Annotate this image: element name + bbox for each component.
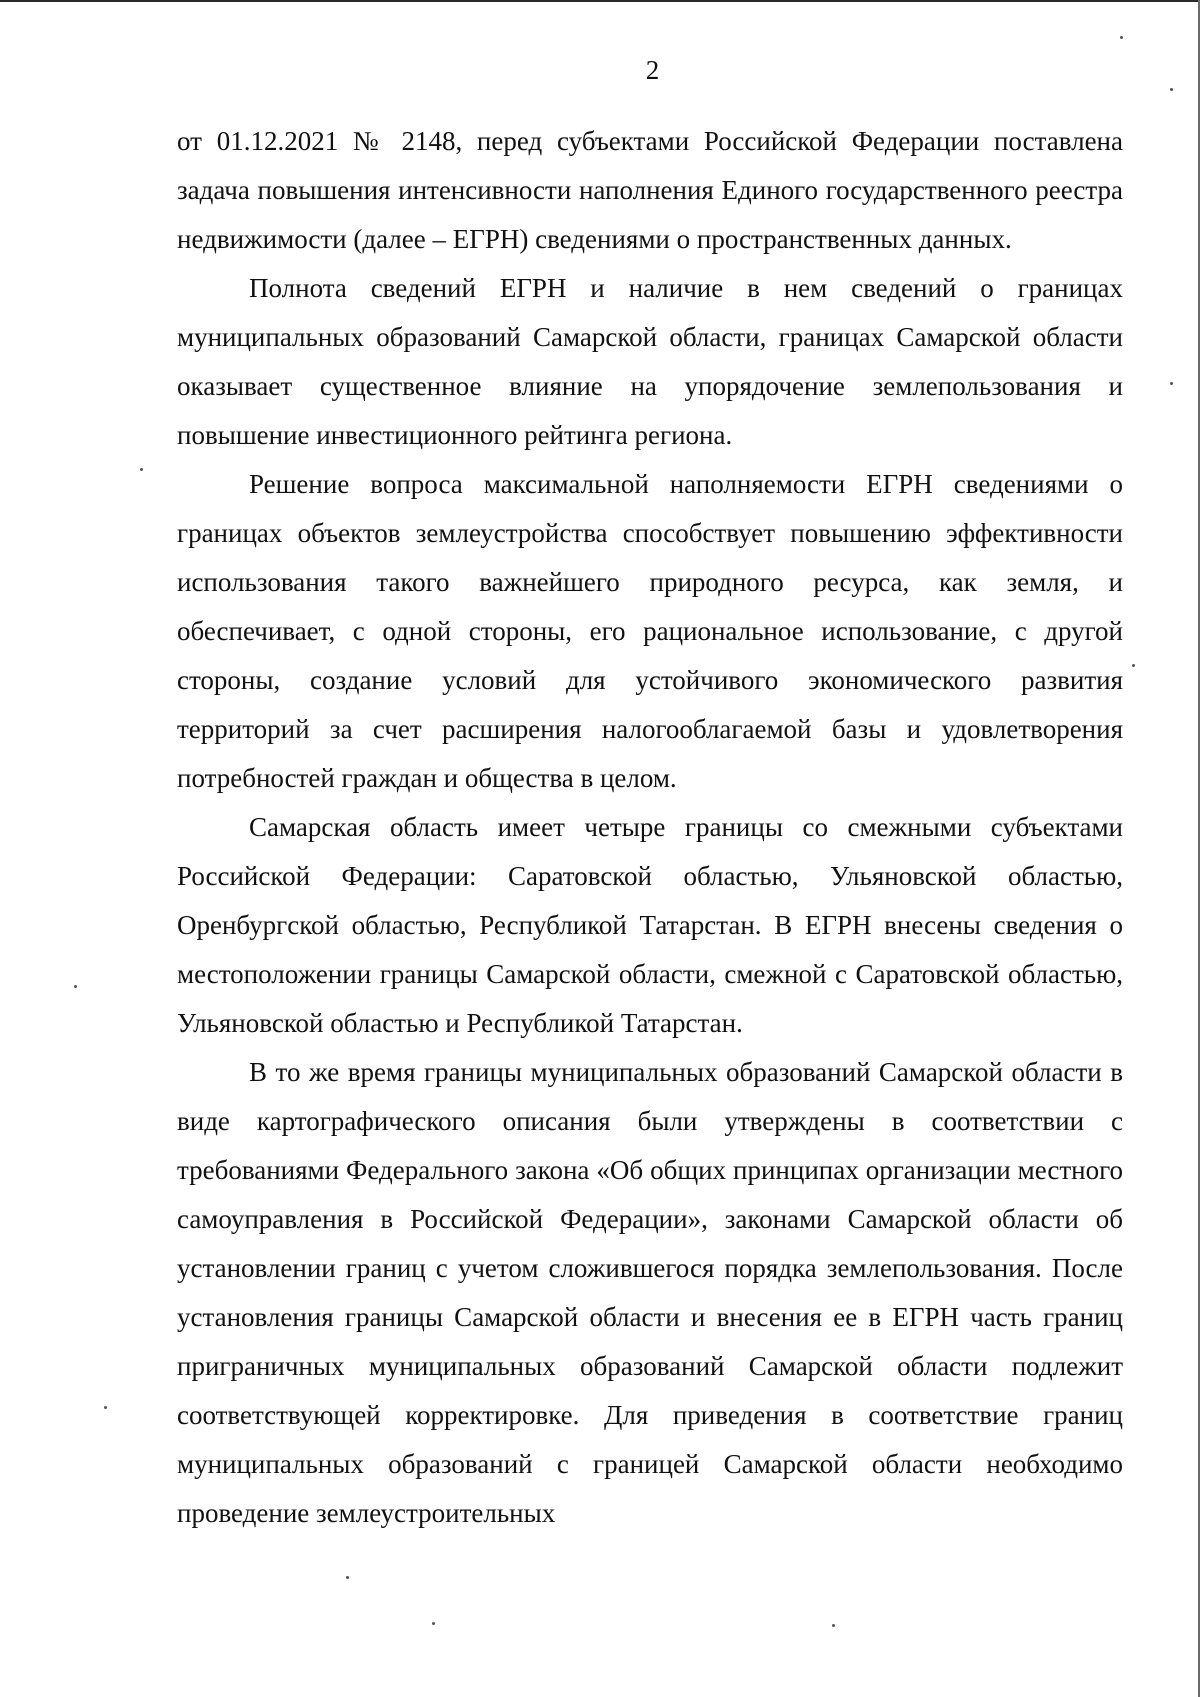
scan-top-edge bbox=[0, 0, 1200, 2]
scan-speck bbox=[1132, 664, 1135, 667]
scan-speck bbox=[1170, 88, 1173, 91]
paragraph-5: В то же время границы муниципальных образований Самарской области в виде картографического описания были утверждены в соответствии с требованиями Федерального закона «Об общих принципах организации местного самоуправления в Российской Федерации», законами Самарской области об установлении границ с учетом сложившегося порядка землепользования. После установления границы Самарской области и внесения ее в ЕГРН часть границ приграничных муниципальных образований Самарской области подлежит соответствующей корректировке. Для приведения в соответствие границ муниципальных образований с границей Самарской области необходимо проведение землеустроительных bbox=[177, 1056, 1123, 1528]
scan-speck bbox=[346, 1576, 349, 1579]
document-body bbox=[177, 117, 1123, 1538]
scan-speck bbox=[1120, 36, 1123, 39]
paragraph-3: Решение вопроса максимальной наполняемости ЕГРН сведениями о границах объектов землеустройства способствует повышению эффективности использования такого важнейшего природного ресурса, как земля, и обеспечивает, с одной стороны, его рациональное использование, с другой стороны, создание условий для устойчивого экономического развития территорий за счет расширения налогооблагаемой базы и удовлетворения потребностей граждан и общества в целом. bbox=[177, 468, 1123, 793]
scan-speck bbox=[1170, 382, 1173, 385]
paragraph-1: от 01.12.2021 № 2148, перед субъектами Российской Федерации поставлена задача повышения интенсивности наполнения Единого государственного реестра недвижимости (далее – ЕГРН) сведениями о пространственных данных. bbox=[177, 125, 1123, 254]
scan-speck bbox=[432, 1622, 435, 1625]
paragraph-2: Полнота сведений ЕГРН и наличие в нем сведений о границах муниципальных образований Самарской области, границах Самарской области оказывает существенное влияние на упорядочение землепользования и повышение инвестиционного рейтинга региона. bbox=[177, 272, 1123, 450]
scan-speck bbox=[74, 985, 77, 988]
page-number: 2 bbox=[645, 55, 660, 85]
scan-speck bbox=[140, 468, 143, 471]
paragraph-4: Самарская область имеет четыре границы со смежными субъектами Российской Федерации: Саратовской областью, Ульяновской областью, Оренбургской областью, Республикой Татарстан. В ЕГРН внесены сведения о местоположении границы Самарской области, смежной с Саратовской областью, Ульяновской областью и Республикой Татарстан. bbox=[177, 811, 1123, 1038]
scan-speck bbox=[104, 1406, 107, 1409]
scan-speck bbox=[832, 1624, 835, 1627]
